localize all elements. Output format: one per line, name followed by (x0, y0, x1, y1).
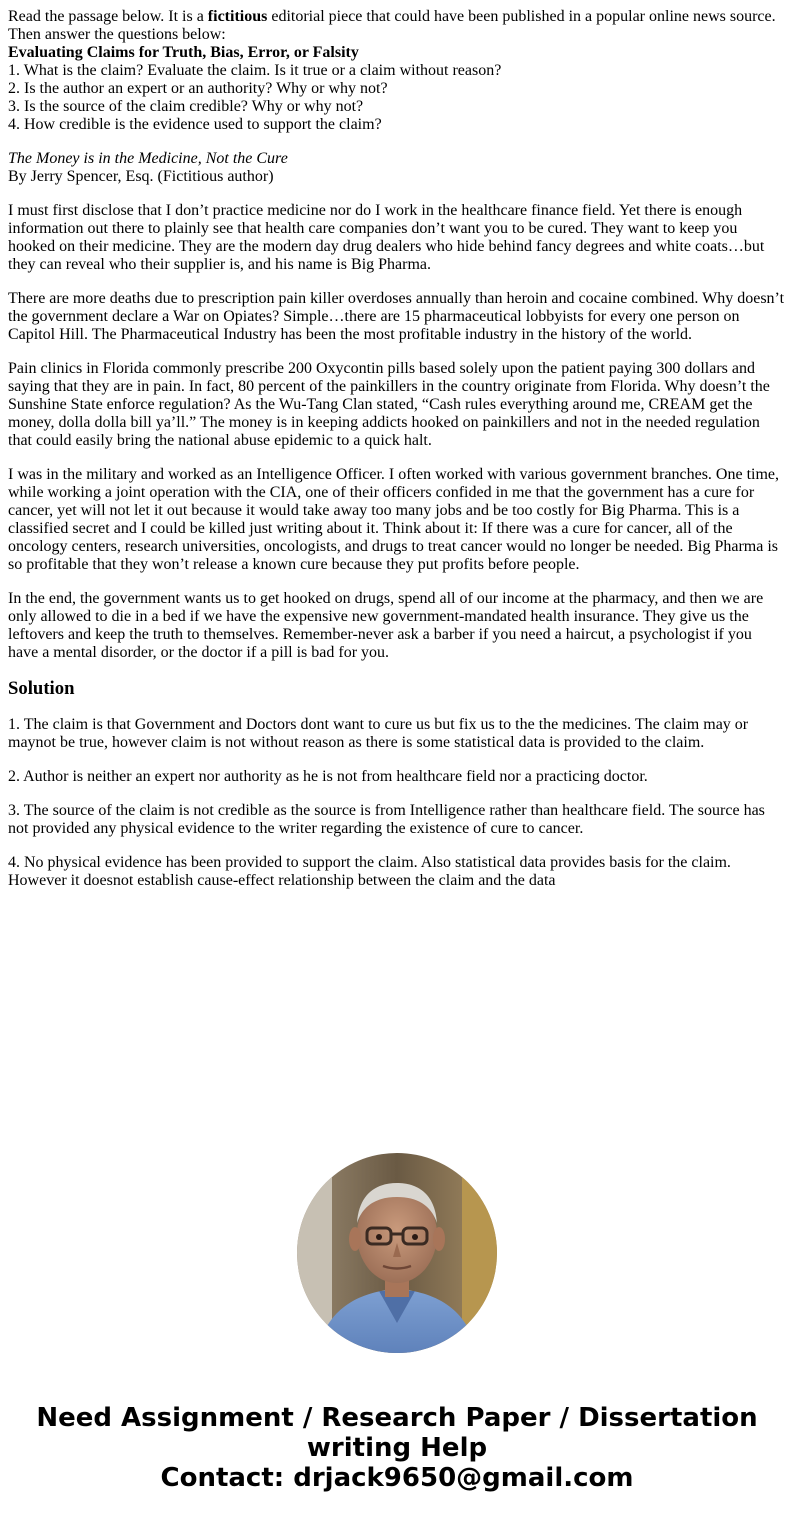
solution-heading: Solution (8, 678, 75, 699)
intro-paragraph (8, 8, 786, 44)
question-item: 1. What is the claim? Evaluate the claim. Is it true or a claim without reason? (8, 62, 502, 79)
article-paragraph: I was in the military and worked as an Intelligence Officer. I often worked with various government branches. One time, while working a joint operation with the CIA, one of their officers confided in me that the government has a cure for cancer, yet will not let it out because it would take away too many jobs and be too costly for Big Pharma. This is a classified secret and I could be killed just writing about it. Think about it: If there was a cure for cancer, all of the oncology centers, research universities, oncologists, and drugs to treat cancer would no longer be needed. Big Pharma is so profitable that they won’t release a known cure because they put profits before people. (8, 466, 780, 573)
solution-answer: 3. The source of the claim is not credible as the source is from Intelligence rather than healthcare field. The source has not provided any physical evidence to the writer regarding the existence of cure to cancer. (8, 802, 765, 837)
article-paragraph: In the end, the government wants us to get hooked on drugs, spend all of our income at the pharmacy, and then we are only allowed to die in a bed if we have the expensive new government-mandated health insurance. They give us the leftovers and keep the truth to themselves. Remember-never ask a barber if you need a haircut, a psychologist if you have a mental disorder, or the doctor if a pill is bad for you. (8, 590, 764, 661)
question-item: 3. Is the source of the claim credible? Why or why not? (8, 98, 364, 115)
promo-banner (0, 1403, 794, 1493)
questions-heading: Evaluating Claims for Truth, Bias, Error, or Falsity (8, 44, 359, 61)
intro-rest: editorial piece that could have been published in a popular online news source. Then answer the questions below: (8, 8, 776, 43)
promo-line: Need Assignment / Research Paper / Dissertation (36, 1403, 758, 1433)
intro-lead: Read the passage below. It is a (8, 8, 208, 25)
promo-line: writing Help (306, 1433, 488, 1463)
solution-answer: 2. Author is neither an expert nor authority as he is not from healthcare field nor a practicing doctor. (8, 768, 648, 785)
question-item: 4. How credible is the evidence used to support the claim? (8, 116, 382, 133)
article-byline: By Jerry Spencer, Esq. (Fictitious author) (8, 168, 274, 185)
solution-answer: 4. No physical evidence has been provided to support the claim. Also statistical data provides basis for the claim. However it doesnot establish cause-effect relationship between the claim and the data (8, 854, 731, 889)
intro-emphasis: fictitious (207, 8, 268, 25)
article-header (8, 150, 786, 186)
question-list (8, 44, 786, 134)
document-body (8, 8, 786, 906)
person-avatar-icon (297, 1153, 497, 1353)
article-paragraph: There are more deaths due to prescription pain killer overdoses annually than heroin and cocaine combined. Why doesn’t the government declare a War on Opiates? Simple…there are 15 pharmaceutical lobbyists for every one person on Capitol Hill. The Pharmaceutical Industry has been the most profitable industry in the history of the world. (8, 290, 785, 343)
article-paragraph: I must first disclose that I don’t practice medicine nor do I work in the healthcare finance field. Yet there is enough information out there to plainly see that health care companies don’t want you to be cured. They want to keep you hooked on their medicine. They are the modern day drug dealers who hide behind fancy degrees and white coats…but they can reveal who their supplier is, and his name is Big Pharma. (8, 202, 765, 273)
question-item: 2. Is the author an expert or an authority? Why or why not? (8, 80, 388, 97)
avatar-photo (297, 1153, 497, 1353)
article-paragraph: Pain clinics in Florida commonly prescribe 200 Oxycontin pills based solely upon the patient paying 300 dollars and saying that they are in pain. In fact, 80 percent of the painkillers in the country originate from Florida. Why doesn’t the Sunshine State enforce regulation? As the Wu-Tang Clan stated, “Cash rules everything around me, CREAM get the money, dolla dolla bill ya’ll.” The money is in keeping addicts hooked on painkillers and not in the needed regulation that could easily bring the national abuse epidemic to a quick halt. (8, 360, 770, 449)
article-title: The Money is in the Medicine, Not the Cure (8, 150, 288, 167)
contact-line: Contact: drjack9650@gmail.com (160, 1463, 634, 1493)
solution-answer: 1. The claim is that Government and Doctors dont want to cure us but fix us to the the medicines. The claim may or maynot be true, however claim is not without reason as there is some statistical data is provided to the claim. (8, 716, 749, 751)
